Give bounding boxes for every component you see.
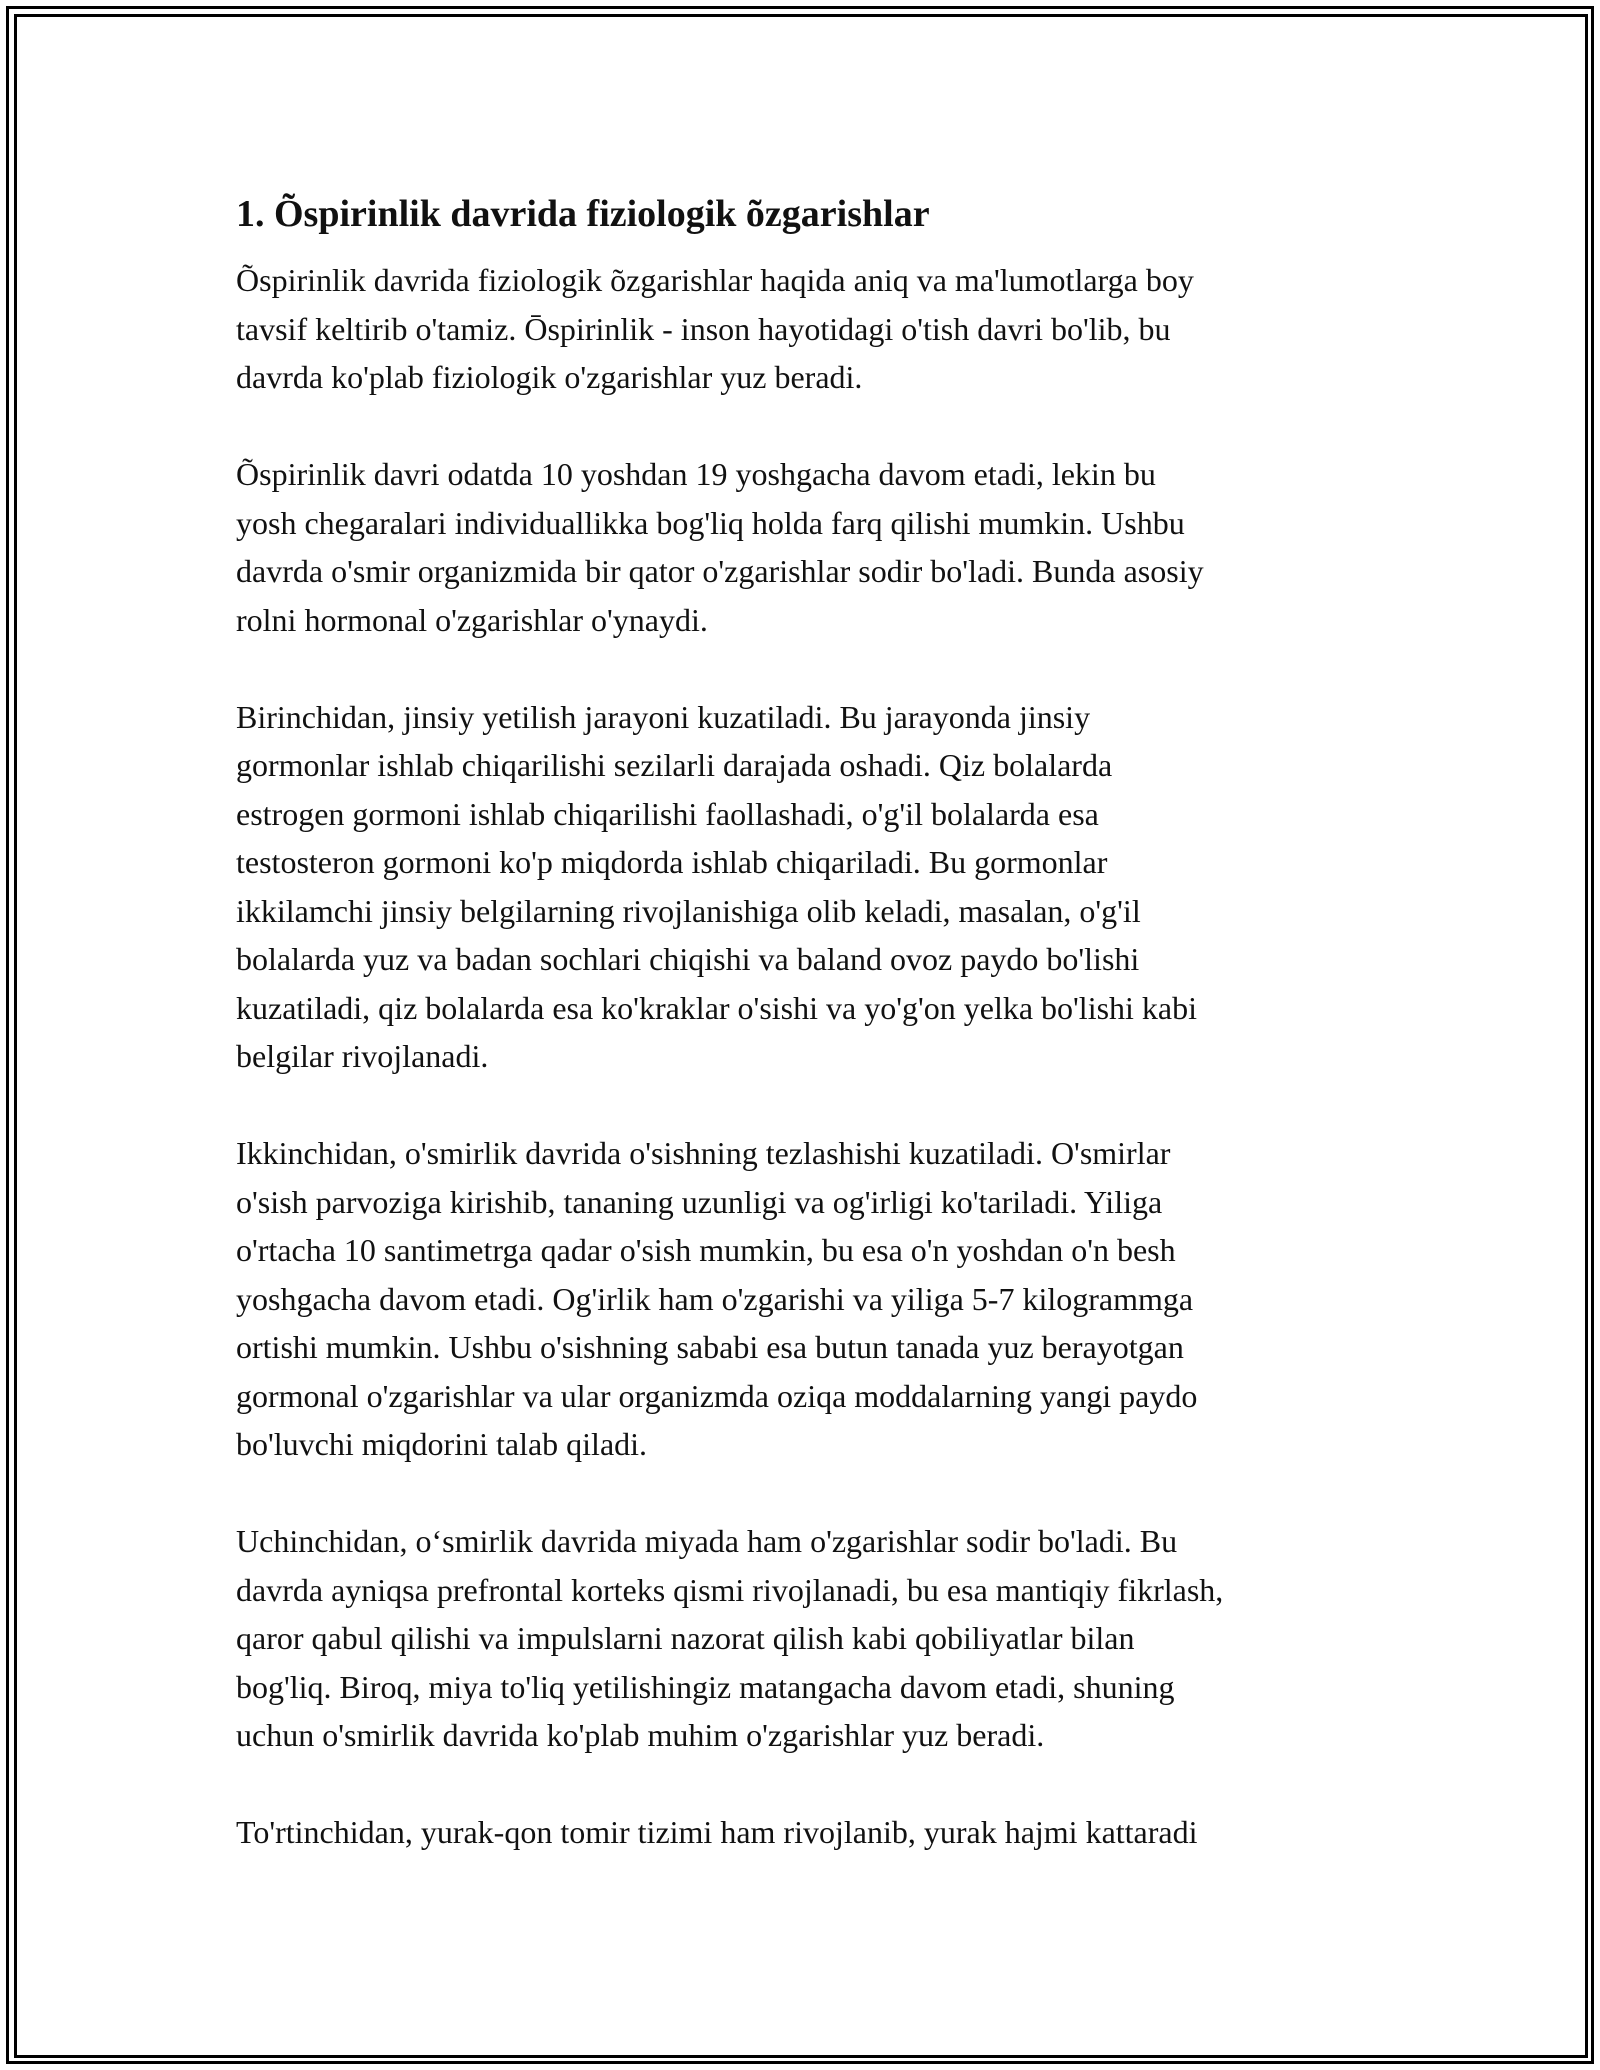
paragraph-line: Uchinchidan, o‘smirlik davrida miyada ham o'zgarishlar sodir bo'ladi. Bu [236,1523,1178,1559]
paragraph-line: Birinchidan, jinsiy yetilish jarayoni kuzatiladi. Bu jarayonda jinsiy [236,698,1091,735]
paragraph-line: uchun o'smirlik davrida ko'plab muhim o'zgarishlar yuz beradi. [236,1717,1045,1753]
paragraph [236,1517,1376,1760]
paragraph-line: estrogen gormoni ishlab chiqarilishi faollashadi, o'g'il bolalarda esa [236,795,1099,832]
paragraph-line: kuzatiladi, qiz bolalarda esa ko'kraklar o'sishi va yo'g'on yelka bo'lishi kabi [236,989,1198,1026]
paragraph [236,693,1376,1081]
paragraph-line: qaror qabul qilishi va impulslarni nazorat qilish kabi qobiliyatlar bilan [236,1620,1135,1656]
paragraph-line: rolni hormonal o'zgarishlar o'ynaydi. [236,601,708,638]
paragraph-line: bog'liq. Biroq, miya to'liq yetilishingiz matangacha davom etadi, shuning [236,1668,1175,1705]
paragraph-line: Õspirinlik davri odatda 10 yoshdan 19 yoshgacha davom etadi, lekin bu [236,456,1156,492]
paragraph-line: davrda ko'plab fiziologik o'zgarishlar yuz beradi. [236,359,863,395]
paragraph-line: ortishi mumkin. Ushbu o'sishning sababi esa butun tanada yuz berayotgan [236,1329,1184,1365]
paragraph-line: davrda o'smir organizmida bir qator o'zgarishlar sodir bo'ladi. Bunda asosiy [236,553,1204,589]
paragraph-line: Õspirinlik davrida fiziologik õzgarishlar haqida aniq va ma'lumotlarga boy [236,262,1194,298]
paragraph-line: gormonlar ishlab chiqarilishi sezilarli darajada oshadi. Qiz bolalarda [236,747,1113,783]
paragraph [236,256,1376,402]
paragraph-line: davrda ayniqsa prefrontal korteks qismi rivojlanadi, bu esa mantiqiy fikrlash, [236,1571,1224,1608]
paragraph [236,1129,1376,1469]
paragraph-line: bolalarda yuz va badan sochlari chiqishi va baland ovoz paydo bo'lishi [236,941,1140,977]
paragraph-line: Ikkinchidan, o'smirlik davrida o'sishning tezlashishi kuzatiladi. O'smirlar [236,1135,1171,1171]
paragraph-line: belgilar rivojlanadi. [236,1038,489,1074]
paragraph [236,1808,1376,1857]
paragraph-line: To'rtinchidan, yurak-qon tomir tizimi ham rivojlanib, yurak hajmi kattaradi [236,1814,1198,1850]
paragraph-line: yoshgacha davom etadi. Og'irlik ham o'zgarishi va yiliga 5-7 kilogrammga [236,1280,1194,1317]
paragraph-line: testosteron gormoni ko'p miqdorda ishlab chiqariladi. Bu gormonlar [236,844,1108,880]
paragraph-line: gormonal o'zgarishlar va ular organizmda oziqa moddalarning yangi paydo [236,1377,1198,1414]
section-heading: 1. Õspirinlik davrida fiziologik õzgarishlar [236,193,930,235]
paragraph-line: o'rtacha 10 santimetrga qadar o'sish mumkin, bu esa o'n yoshdan o'n besh [236,1232,1176,1268]
paragraph-list [236,256,1376,1857]
paragraph-line: ikkilamchi jinsiy belgilarning rivojlanishiga olib keladi, masalan, o'g'il [236,892,1141,929]
paragraph-line: tavsif keltirib o'tamiz. Ōspirinlik - inson hayotidagi o'tish davri bo'lib, bu [236,310,1171,347]
document-body [236,186,1376,1905]
paragraph-line: o'sish parvoziga kirishib, tananing uzunligi va og'irligi ko'tariladi. Yiliga [236,1183,1163,1220]
paragraph [236,450,1376,644]
paragraph-line: yosh chegaralari individuallikka bog'liq holda farq qilishi mumkin. Ushbu [236,504,1185,541]
paragraph-line: bo'luvchi miqdorini talab qiladi. [236,1426,648,1462]
